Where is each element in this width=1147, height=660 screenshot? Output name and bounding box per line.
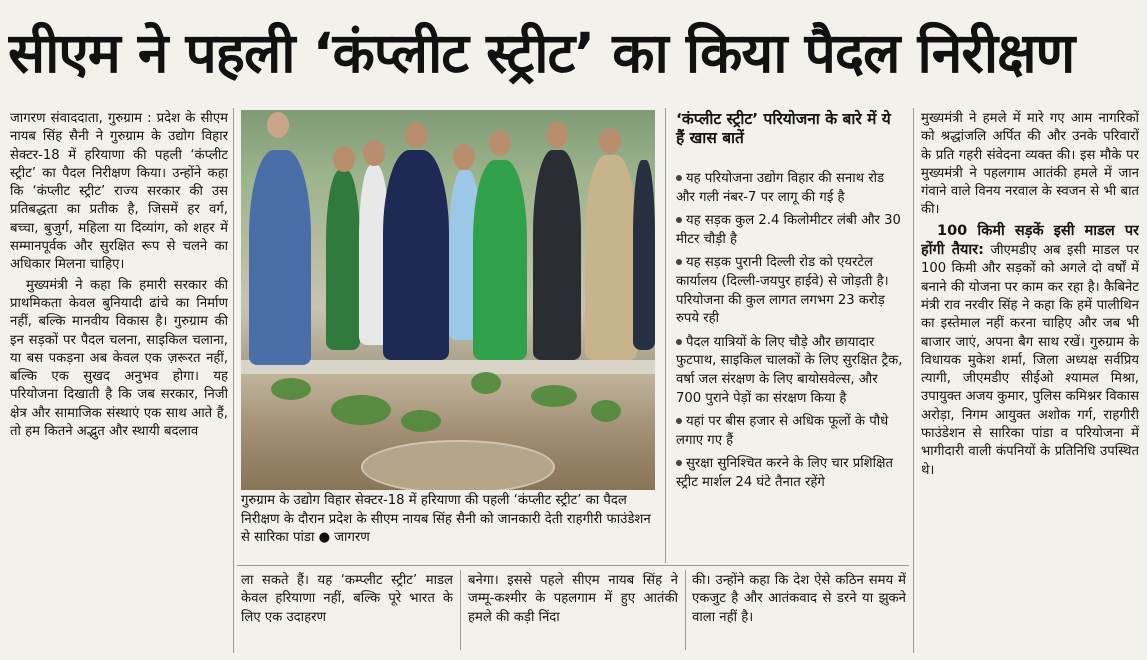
article-paragraph: जागरण संवाददाता, गुरुग्राम : प्रदेश के सीएम नायब सिंह सैनी ने गुरुग्राम के उद्योग विहार सेक्टर-18 में हरियाणा की पहली ‘कंप्लीट स्ट्रीट’ का पैदल निरीक्षण किया। उन्होंने कहा कि ‘कंप्लीट स्ट्रीट’ राज्य सरकार की उस प्रतिबद्धता का प्रतीक है, जिसमें हर वर्ग, बच्चा, बुजुर्ग, महिला या दिव्यांग, को शहर में सम्मानपूर्वक और सुरक्षित रूप से चलने का अधिकार मिलना चाहिए। <box>10 111 228 273</box>
list-item <box>676 413 904 450</box>
news-photo <box>241 110 655 490</box>
article-paragraph: मुख्यमंत्री ने हमले में मारे गए आम नागरिकों को श्रद्धांजलि अर्पित की और उनके परिवारों के प्रति गहरी संवेदना व्यक्त की। इस मौके पर मुख्यमंत्री ने पहलगाम आतंकी हमले में जान गंवाने वाले विनय नरवाल के स्वजन से भी बात की। <box>921 111 1139 218</box>
article-paragraph: बनेगा। इससे पहले सीएम नायब सिंह ने जम्मू-कश्मीर के पहलगाम में हुए आतंकी हमले की कड़ी निंदा <box>468 573 678 625</box>
bullet-icon <box>676 339 682 345</box>
article-paragraph: जीएमडीए अब इसी माडल पर 100 किमी और सड़कों को अगले दो वर्षों में बनाने की योजना पर काम कर रहा है। कैबिनेट मंत्री राव नरवीर सिंह ने कहा कि हमें पालीथिन का इस्तेमाल नहीं करना चाहिए और जब भी बाजार जाएं, अपना बैग साथ रखें। गुरुग्राम के विधायक मुकेश शर्मा, जिला अध्यक्ष सर्वप्रिय त्यागी, जीएमडीए सीईओ श्यामल मिश्रा, उपायुक्त अजय कुमार, पुलिस कमिश्नर विकास अरोड़ा, निगम आयुक्त अशोक गर्ग, राहगीरी फाउंडेशन से सारिका पांडा व परियोजना में भागीदारी वाली कंपनियों के प्रतिनिधि उपस्थित थे। <box>921 243 1139 478</box>
list-item <box>676 212 904 249</box>
list-item <box>676 170 904 207</box>
column-rule <box>913 108 914 653</box>
column-rule <box>665 108 666 563</box>
bullet-text: सुरक्षा सुनिश्चित करने के लिए चार प्रशिक्षित स्ट्रीट मार्शल 24 घंटे तैनात रहेंगे <box>676 456 893 490</box>
list-item <box>676 455 904 492</box>
headline: सीएम ने पहली ‘कंप्लीट स्ट्रीट’ का किया पैदल निरीक्षण <box>8 21 1075 85</box>
bullet-icon <box>676 460 682 466</box>
article-paragraph: की। उन्होंने कहा कि देश ऐसे कठिन समय में एकजुट है और आतंकवाद से डरने या झुकने वाला नहीं है। <box>692 573 906 625</box>
photo-caption: गुरुग्राम के उद्योग विहार सेक्टर-18 में हरियाणा की पहली ‘कंप्लीट स्ट्रीट’ का पैदल निरीक्षण के दौरान प्रदेश के सीएम नायब सिंह सैनी को जानकारी देती राहगीरी फाउंडेशन से सारिका पांडा ● जागरण <box>241 493 651 545</box>
bullet-icon <box>676 418 682 424</box>
bullet-icon <box>676 259 682 265</box>
article-column-3 <box>468 572 678 652</box>
bullet-text: यह परियोजना उद्योग विहार की सनाथ रोड और गली नंबर-7 पर लागू की गई है <box>676 171 885 205</box>
bullet-text: यह सड़क कुल 2.4 किलोमीटर लंबी और 30 मीटर चौड़ी है <box>676 213 901 247</box>
bullet-text: पैदल यात्रियों के लिए चौड़े और छायादार फुटपाथ, साइकिल चालकों के लिए सुरक्षित ट्रैक, वर्षा जल संरक्षण के लिए बायोसवेल्स, और 700 पुराने पेड़ों का संरक्षण किया है <box>676 334 903 406</box>
section-rule <box>237 565 909 566</box>
bullet-text: यह सड़क पुरानी दिल्ली रोड को एयरटेल कार्यालय (दिल्ली-जयपुर हाईवे) से जोड़ती है। परियोजना की कुल लागत लगभग 23 करोड़ रुपये रही <box>676 255 889 327</box>
info-box-title: ‘कंप्लीट स्ट्रीट’ परियोजना के बारे में ये हैं खास बातें <box>676 110 891 147</box>
subheading: 100 किमी सड़कें इसी माडल पर होंगी तैयार: <box>921 222 1139 259</box>
bullet-text: यहां पर बीस हजार से अधिक फूलों के पौधे लगाए गए हैं <box>676 414 889 448</box>
info-box-bullets <box>676 170 904 498</box>
article-column-5 <box>921 110 1139 655</box>
list-item <box>676 334 904 408</box>
bullet-icon <box>676 175 682 181</box>
article-paragraph: ला सकते हैं। यह ‘कम्प्लीट स्ट्रीट’ माडल केवल हरियाणा नहीं, बल्कि पूरे भारत के लिए एक उदाहरण <box>241 573 453 625</box>
column-rule <box>685 570 686 650</box>
article-paragraph: मुख्यमंत्री ने कहा कि हमारी सरकार की प्राथमिकता केवल बुनियादी ढांचे का निर्माण नहीं, बल्कि मानवीय विकास है। गुरुग्राम की इन सड़कों पर पैदल चलना, साइकिल चलाना, या बस पकड़ना अब केवल एक ज़रूरत नहीं, बल्कि एक सुखद अनुभव होगा। यह परियोजना दिखाती है कि जब सरकार, निजी क्षेत्र और सामाजिक संस्थाएं एक साथ आते हैं, तो हम कितने अद्भुत और स्थायी बदलाव <box>10 277 228 440</box>
column-rule <box>233 108 234 653</box>
article-column-4 <box>692 572 906 652</box>
bullet-icon <box>676 217 682 223</box>
column-rule <box>460 570 461 650</box>
article-column-1 <box>10 110 228 655</box>
article-column-2 <box>241 572 453 652</box>
list-item <box>676 254 904 328</box>
